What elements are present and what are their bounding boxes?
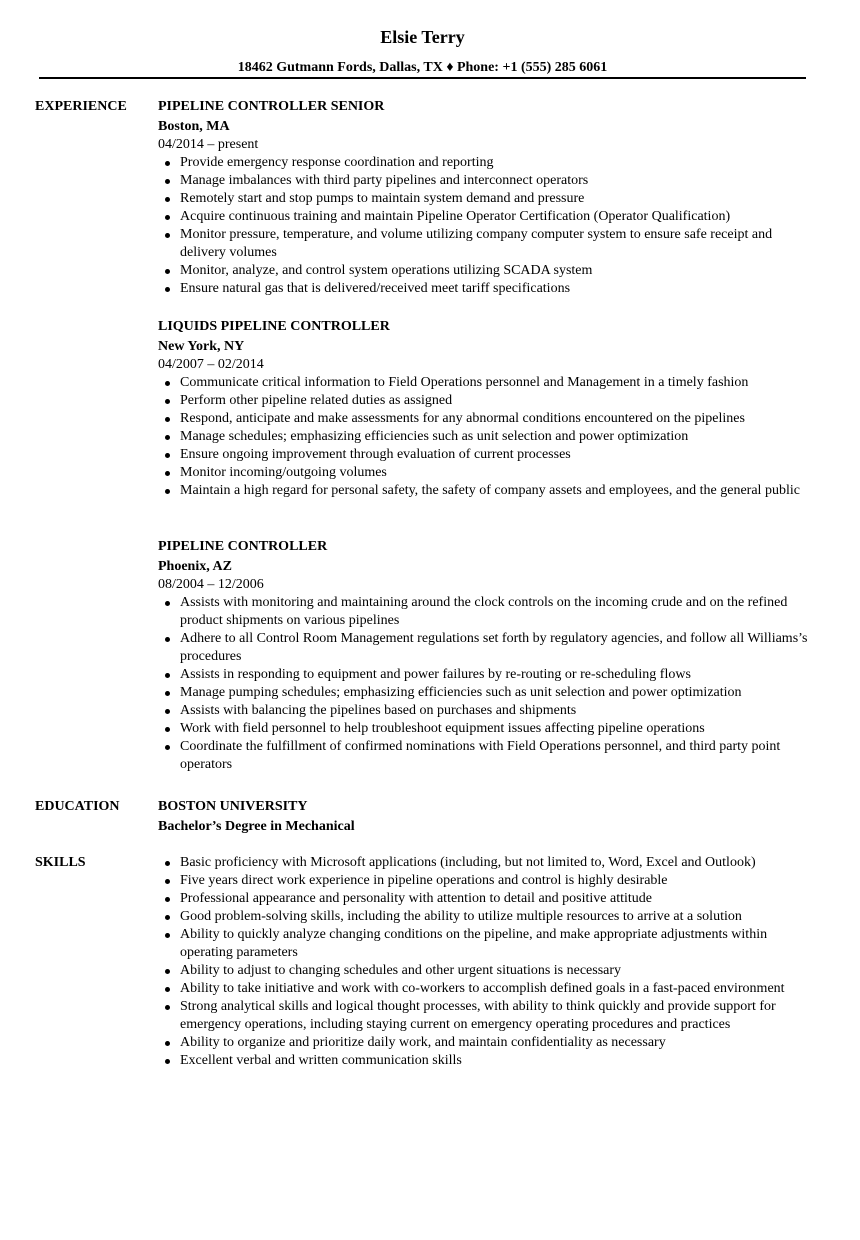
job-dates: 04/2014 – present: [158, 137, 259, 152]
header-divider: [39, 77, 806, 79]
education-entry: [158, 798, 818, 836]
list-item: Coordinate the fulfillment of confirmed nominations with Field Operations personnel, and third party point operators: [158, 738, 818, 774]
list-item: Ability to take initiative and work with co-workers to accomplish defined goals in a fast-paced environment: [158, 980, 818, 998]
job-dates: 08/2004 – 12/2006: [158, 577, 264, 592]
list-item: Assists with monitoring and maintaining around the clock controls on the incoming crude and on the refined product shipments on various pipelines: [158, 594, 818, 630]
list-item: Excellent verbal and written communication skills: [158, 1052, 818, 1070]
list-item: Work with field personnel to help troubleshoot equipment issues affecting pipeline operations: [158, 720, 818, 738]
list-item: Monitor pressure, temperature, and volume utilizing company computer system to ensure safe receipt and delivery volumes: [158, 226, 818, 262]
job-bullets: [158, 374, 818, 500]
list-item: Ensure ongoing improvement through evaluation of current processes: [158, 446, 818, 464]
section-label-skills: SKILLS: [35, 855, 86, 870]
job-bullets: [158, 594, 818, 774]
list-item: Perform other pipeline related duties as assigned: [158, 392, 818, 410]
list-item: Five years direct work experience in pipeline operations and control is highly desirable: [158, 872, 818, 890]
list-item: Manage schedules; emphasizing efficiencies such as unit selection and power optimization: [158, 428, 818, 446]
list-item: Good problem-solving skills, including the ability to utilize multiple resources to arrive at a solution: [158, 908, 818, 926]
list-item: Basic proficiency with Microsoft applications (including, but not limited to, Word, Excel and Outlook): [158, 854, 818, 872]
job-entry: [158, 538, 818, 774]
list-item: Remotely start and stop pumps to maintain system demand and pressure: [158, 190, 818, 208]
job-title: LIQUIDS PIPELINE CONTROLLER: [158, 319, 390, 334]
list-item: Adhere to all Control Room Management regulations set forth by regulatory agencies, and follow all Williams’s procedures: [158, 630, 818, 666]
list-item: Ability to organize and prioritize daily work, and maintain confidentiality as necessary: [158, 1034, 818, 1052]
degree: Bachelor’s Degree in Mechanical: [158, 819, 355, 834]
skills-entry: [158, 854, 818, 1070]
job-title: PIPELINE CONTROLLER: [158, 539, 328, 554]
list-item: Manage imbalances with third party pipelines and interconnect operators: [158, 172, 818, 190]
list-item: Respond, anticipate and make assessments for any abnormal conditions encountered on the pipelines: [158, 410, 818, 428]
list-item: Strong analytical skills and logical thought processes, with ability to think quickly and provide support for emergency operations, including staying current on emergency operating procedures and practices: [158, 998, 818, 1034]
job-dates: 04/2007 – 02/2014: [158, 357, 264, 372]
list-item: Monitor incoming/outgoing volumes: [158, 464, 818, 482]
section-label-experience: EXPERIENCE: [35, 99, 127, 114]
skills-list: [158, 854, 818, 1070]
job-location: New York, NY: [158, 339, 245, 354]
list-item: Acquire continuous training and maintain Pipeline Operator Certification (Operator Qualification): [158, 208, 818, 226]
list-item: Ability to adjust to changing schedules and other urgent situations is necessary: [158, 962, 818, 980]
job-location: Phoenix, AZ: [158, 559, 232, 574]
list-item: Provide emergency response coordination and reporting: [158, 154, 818, 172]
job-entry: [158, 318, 818, 500]
section-label-education: EDUCATION: [35, 799, 120, 814]
list-item: Maintain a high regard for personal safety, the safety of company assets and employees, and the general public: [158, 482, 818, 500]
list-item: Ensure natural gas that is delivered/received meet tariff specifications: [158, 280, 818, 298]
list-item: Assists with balancing the pipelines based on purchases and shipments: [158, 702, 818, 720]
list-item: Professional appearance and personality with attention to detail and positive attitude: [158, 890, 818, 908]
job-entry: [158, 98, 818, 298]
list-item: Ability to quickly analyze changing conditions on the pipeline, and make appropriate adjustments within operating parameters: [158, 926, 818, 962]
job-title: PIPELINE CONTROLLER SENIOR: [158, 99, 385, 114]
list-item: Assists in responding to equipment and power failures by re-routing or re-scheduling flows: [158, 666, 818, 684]
resume-name: Elsie Terry: [380, 27, 465, 47]
job-location: Boston, MA: [158, 119, 230, 134]
school-name: BOSTON UNIVERSITY: [158, 799, 308, 814]
list-item: Manage pumping schedules; emphasizing efficiencies such as unit selection and power optimization: [158, 684, 818, 702]
job-bullets: [158, 154, 818, 298]
contact-line: 18462 Gutmann Fords, Dallas, TX ♦ Phone: +1 (555) 285 6061: [237, 60, 608, 75]
list-item: Monitor, analyze, and control system operations utilizing SCADA system: [158, 262, 818, 280]
list-item: Communicate critical information to Field Operations personnel and Management in a timely fashion: [158, 374, 818, 392]
